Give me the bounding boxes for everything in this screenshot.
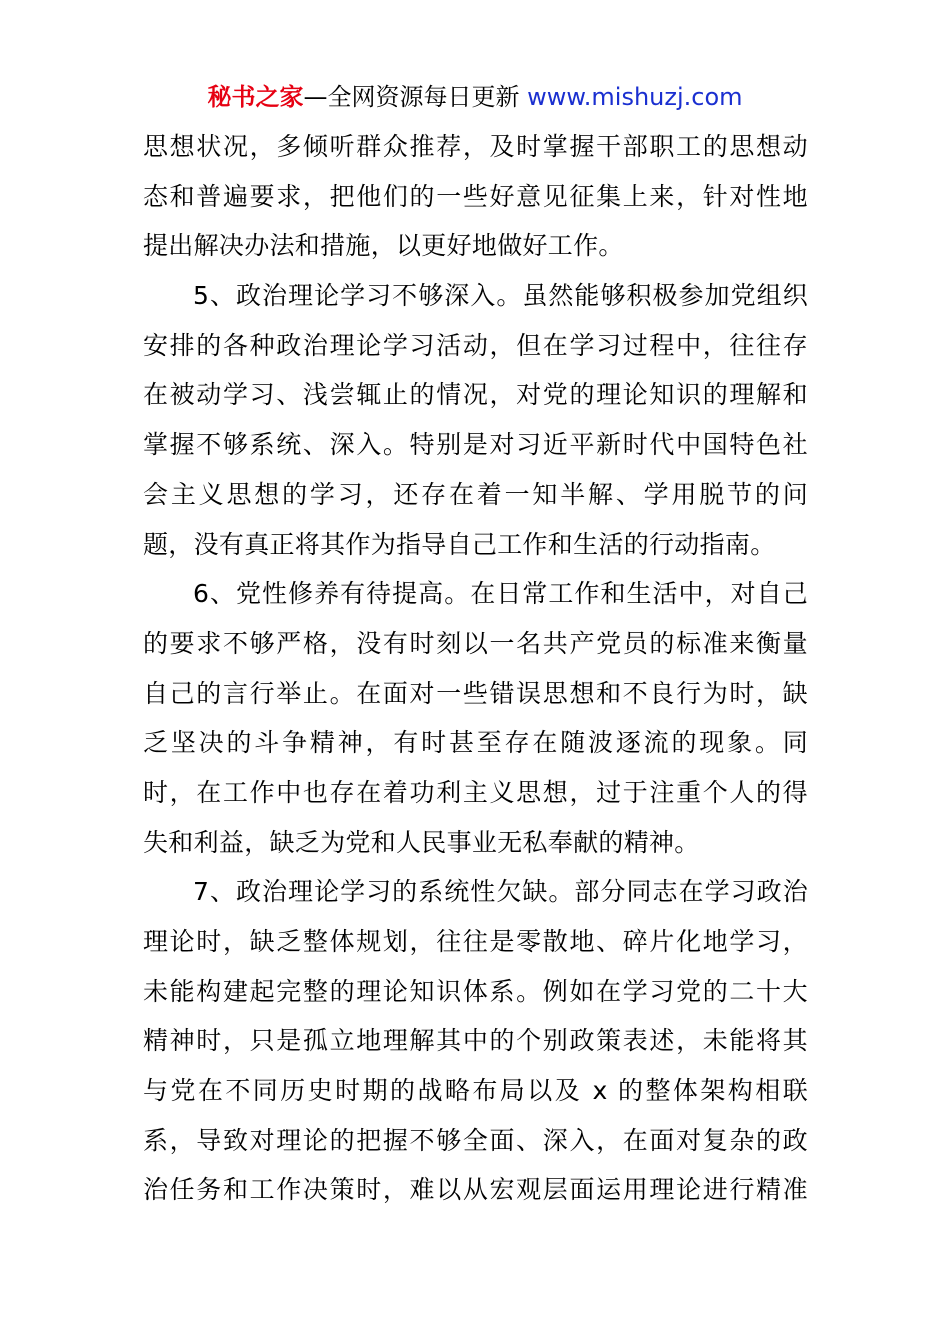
text-line: 题，没有真正将其作为指导自己工作和生活的行动指南。 (143, 529, 776, 559)
site-brand: 秘书之家 (207, 83, 304, 111)
text-line: 会主义思想的学习，还存在着一知半解、学用脱节的问 (143, 479, 808, 509)
text-line: 精神时，只是孤立地理解其中的个别政策表述，未能将其 (143, 1026, 808, 1056)
text-line: 掌握不够系统、深入。特别是对习近平新时代中国特色社 (143, 430, 808, 460)
text-line: 乏坚决的斗争精神，有时甚至存在随波逐流的现象。同 (143, 728, 808, 758)
text-line: 时，在工作中也存在着功利主义思想，过于注重个人的得 (143, 777, 808, 807)
text-line: 治任务和工作决策时，难以从宏观层面运用理论进行精准 (143, 1175, 808, 1205)
text-line: 未能构建起完整的理论知识体系。例如在学习党的二十大 (143, 976, 808, 1006)
text-line: 安排的各种政治理论学习活动，但在学习过程中，往往存 (143, 330, 808, 360)
text-line: 提出解决办法和措施，以更好地做好工作。 (143, 231, 624, 261)
site-header (0, 80, 950, 114)
paragraph-7-start: 7、政治理论学习的系统性欠缺。部分同志在学习政治 (193, 877, 808, 907)
text-line: 思想状况，多倾听群众推荐，及时掌握干部职工的思想动 (143, 132, 808, 161)
text-line: 的要求不够严格，没有时刻以一名共产党员的标准来衡量 (143, 628, 808, 658)
paragraph-5-start: 5、政治理论学习不够深入。虽然能够积极参加党组织 (193, 281, 808, 311)
site-url-link[interactable]: www.mishuzj.com (527, 83, 743, 111)
text-line: 自己的言行举止。在面对一些错误思想和不良行为时，缺 (143, 678, 808, 708)
text-line: 在被动学习、浅尝辄止的情况，对党的理论知识的理解和 (143, 380, 808, 410)
text-line: 态和普遍要求，把他们的一些好意见征集上来，针对性地 (143, 181, 808, 211)
text-line: 系，导致对理论的把握不够全面、深入，在面对复杂的政 (143, 1125, 808, 1155)
text-line: 失和利益，缺乏为党和人民事业无私奉献的精神。 (143, 827, 700, 857)
text-line: 与党在不同历史时期的战略布局以及 x 的整体架构相联 (143, 1076, 808, 1106)
paragraph-6-start: 6、党性修养有待提高。在日常工作和生活中，对自己 (193, 579, 808, 609)
site-tagline: —全网资源每日更新 (303, 83, 528, 111)
document-body (143, 122, 808, 1215)
text-line: 理论时，缺乏整体规划，往往是零散地、碎片化地学习， (143, 927, 808, 956)
